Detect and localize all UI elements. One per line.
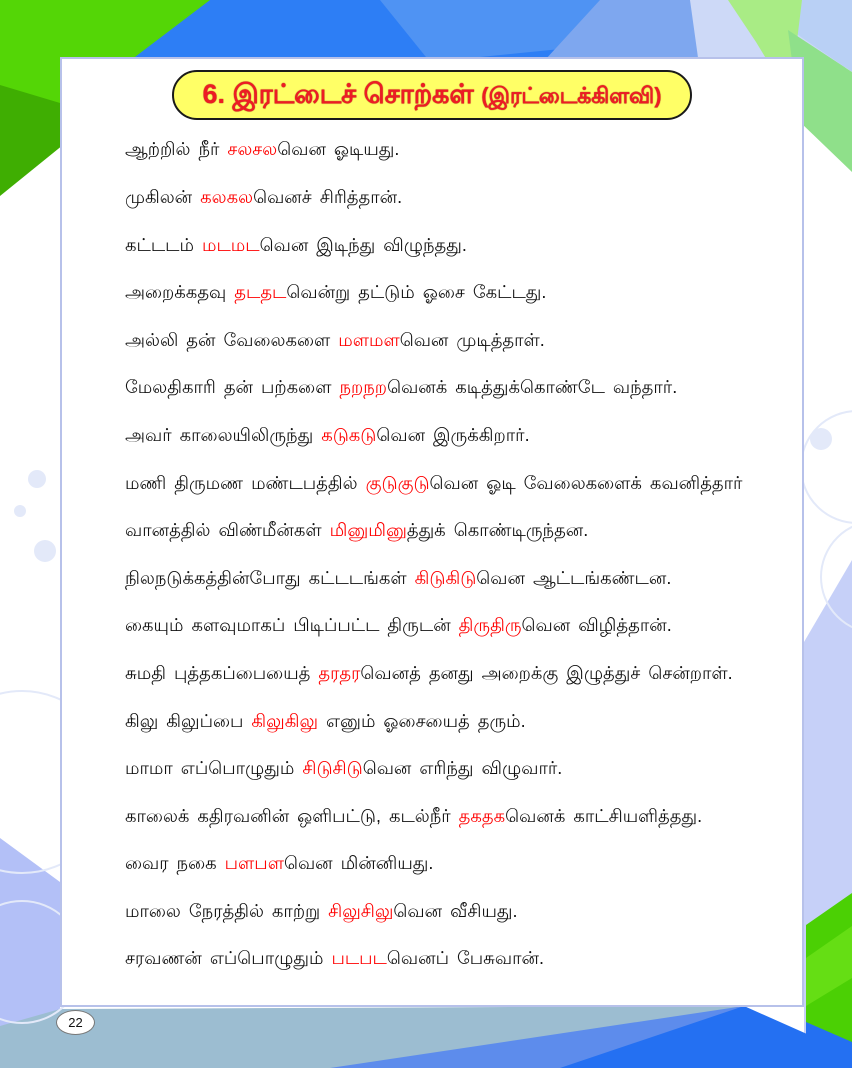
sentence-post: வென இடிந்து விழுந்தது. (259, 234, 467, 255)
sentence-row (125, 222, 784, 270)
sentence-pre: அவர் காலையிலிருந்து (125, 424, 322, 445)
sentence-row (125, 269, 784, 317)
sentence-pre: வைர நகை (125, 853, 225, 874)
sentence-row (125, 840, 784, 888)
sentence-post: வென மின்னியது. (283, 853, 434, 874)
sentence-row (125, 507, 784, 555)
sentence-highlight-word: மளமள (338, 329, 400, 350)
sentence-highlight-word: சிடுசிடு (302, 758, 363, 779)
sentence-highlight-word: திருதிரு (458, 615, 522, 636)
page-number-badge (56, 1010, 95, 1035)
sentence-highlight-word: சலசல (227, 139, 278, 160)
sentence-post: வென வீசியது. (393, 900, 518, 921)
sentence-post: வெனத் தனது அறைக்கு இழுத்துச் சென்றாள். (360, 662, 733, 683)
sentence-post: வென ஆட்டங்கண்டன. (476, 567, 672, 588)
sentence-post: வென இருக்கிறார். (376, 424, 530, 445)
sentence-pre: மாலை நேரத்தில் காற்று (125, 900, 329, 921)
sentence-row (125, 935, 784, 983)
sentence-pre: மாமா எப்பொழுதும் (125, 758, 303, 779)
sentence-row (125, 555, 784, 603)
sentence-post: வென முடித்தாள். (399, 329, 545, 350)
sentence-post: வென எரிந்து விழுவார். (362, 758, 563, 779)
sentence-post: வென ஓடி வேலைகளைக் கவனித்தார் (429, 472, 743, 493)
sentence-highlight-word: மினுமினு (329, 520, 407, 541)
sentence-list (125, 126, 784, 983)
title-main: 6. இரட்டைச் சொற்கள் (202, 79, 474, 109)
sentence-highlight-word: நறநற (339, 377, 388, 398)
sentence-post: வெனச் சிரித்தான். (253, 186, 403, 207)
sentence-highlight-word: படபட (331, 948, 387, 969)
sentence-pre: கட்டடம் (125, 234, 202, 255)
sentence-post: த்துக் கொண்டிருந்தன. (406, 520, 589, 541)
page-title (172, 70, 691, 120)
sentence-highlight-word: கிலுகிலு (251, 710, 319, 731)
sentence-pre: கையும் களவுமாகப் பிடிப்பட்ட திருடன் (125, 615, 459, 636)
page-number: 22 (68, 1015, 83, 1030)
sentence-highlight-word: பளபள (224, 853, 284, 874)
sentence-pre: ஆற்றில் நீர் (125, 139, 228, 160)
title-paren: (இரட்டைக்கிளவி) (481, 83, 662, 108)
sentence-post: வெனப் பேசுவான். (386, 948, 544, 969)
sentence-pre: சுமதி புத்தகப்பையைத் (125, 662, 319, 683)
sentence-highlight-word: கலகல (200, 186, 254, 207)
sentence-highlight-word: கடுகடு (321, 424, 377, 445)
sentence-highlight-word: தகதக (458, 805, 506, 826)
sentence-post: வெனக் காட்சியளித்தது. (505, 805, 703, 826)
sentence-row (125, 317, 784, 365)
sentence-pre: கிலு கிலுப்பை (125, 710, 252, 731)
sentence-post: வென விழித்தான். (521, 615, 672, 636)
sentence-post: வென்று தட்டும் ஓசை கேட்டது. (286, 282, 547, 303)
sentence-highlight-word: தரதர (318, 662, 361, 683)
sentence-row (125, 745, 784, 793)
sentence-post: வென ஓடியது. (277, 139, 400, 160)
sentence-row (125, 412, 784, 460)
sentence-highlight-word: தடதட (234, 282, 287, 303)
sentence-row (125, 126, 784, 174)
sentence-row (125, 174, 784, 222)
sentence-highlight-word: குடுகுடு (365, 472, 430, 493)
sentence-pre: முகிலன் (125, 186, 201, 207)
sentence-pre: வானத்தில் விண்மீன்கள் (125, 520, 330, 541)
sentence-pre: அல்லி தன் வேலைகளை (125, 329, 339, 350)
sentence-pre: காலைக் கதிரவனின் ஒளிபட்டு, கடல்நீர் (125, 805, 459, 826)
sentence-row (125, 650, 784, 698)
sentence-row (125, 698, 784, 746)
sentence-pre: மணி திருமண மண்டபத்தில் (125, 472, 366, 493)
sentence-highlight-word: மடமட (201, 234, 260, 255)
sentence-post: வெனக் கடித்துக்கொண்டே வந்தார். (387, 377, 678, 398)
sentence-highlight-word: சிலுசிலு (328, 900, 394, 921)
sentence-row (125, 888, 784, 936)
sentence-pre: மேலதிகாரி தன் பற்களை (125, 377, 340, 398)
sentence-pre: அறைக்கதவு (125, 282, 235, 303)
sentence-row (125, 364, 784, 412)
content-card (60, 57, 804, 1007)
sentence-row (125, 460, 784, 508)
sentence-pre: சரவணன் எப்பொழுதும் (125, 948, 332, 969)
sentence-post: எனும் ஓசையைத் தரும். (318, 710, 526, 731)
sentence-highlight-word: கிடுகிடு (414, 567, 477, 588)
sentence-pre: நிலநடுக்கத்தின்போது கட்டடங்கள் (125, 567, 415, 588)
sentence-row (125, 793, 784, 841)
sentence-row (125, 602, 784, 650)
